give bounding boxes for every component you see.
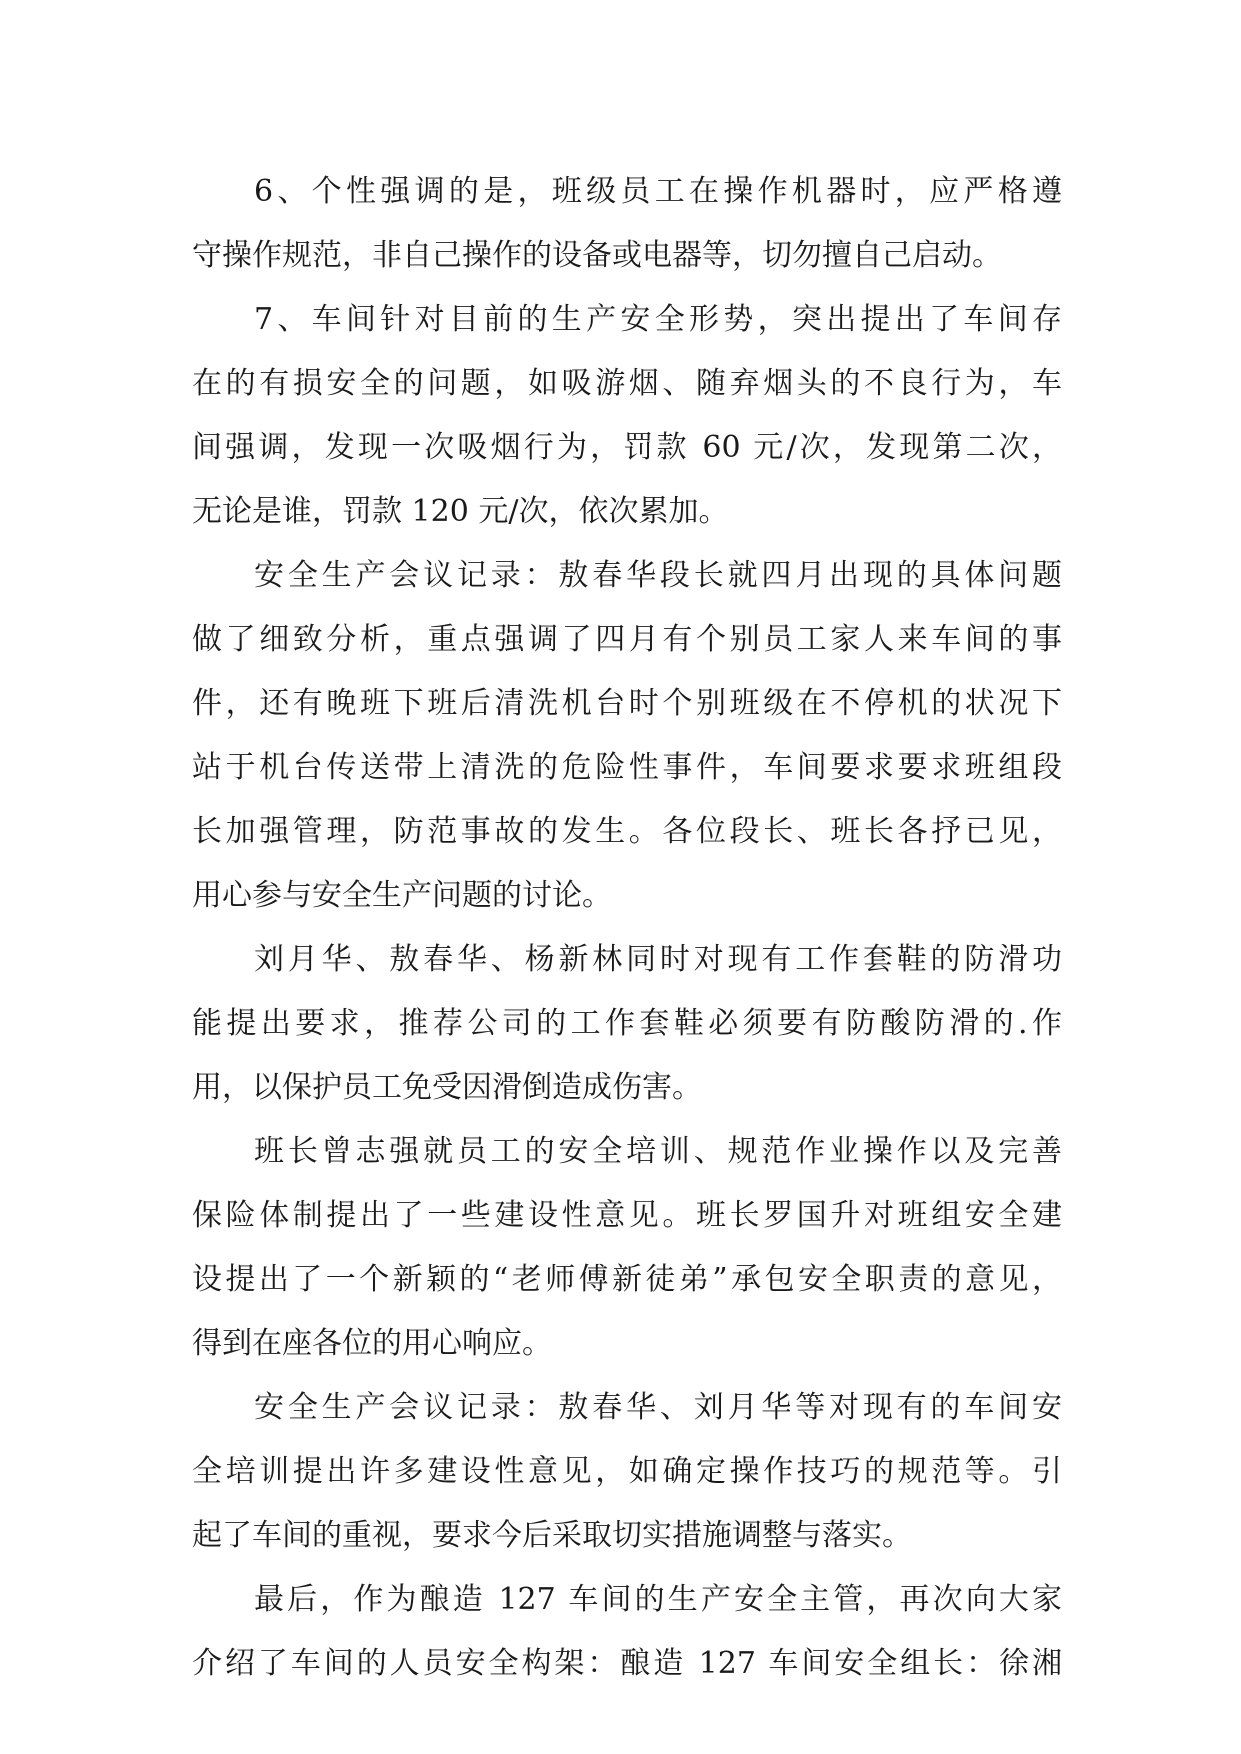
document-body bbox=[192, 160, 1062, 1696]
text-line: 介绍了车间的人员安全构架：酿造 127 车间安全组长：徐湘 bbox=[192, 1646, 1062, 1681]
text-line: 安全生产会议记录：敖春华、刘月华等对现有的车间安 bbox=[254, 1390, 1062, 1425]
text-line: 用，以保护员工免受因滑倒造成伤害。 bbox=[192, 1070, 702, 1105]
text-line: 安全生产会议记录：敖春华段长就四月出现的具体问题 bbox=[254, 558, 1062, 593]
text-line: 守操作规范，非自己操作的设备或电器等，切勿擅自己启动。 bbox=[192, 238, 1002, 273]
text-line: 设提出了一个新颖的“老师傅新徒弟”承包安全职责的意见， bbox=[192, 1262, 1062, 1297]
text-line: 起了车间的重视，要求今后采取切实措施调整与落实。 bbox=[192, 1518, 912, 1553]
text-line: 间强调，发现一次吸烟行为，罚款 60 元/次，发现第二次， bbox=[192, 430, 1062, 465]
text-line: 刘月华、敖春华、杨新林同时对现有工作套鞋的防滑功 bbox=[254, 942, 1062, 977]
text-line: 保险体制提出了一些建设性意见。班长罗国升对班组安全建 bbox=[192, 1198, 1062, 1233]
text-line: 用心参与安全生产问题的讨论。 bbox=[192, 878, 612, 913]
text-line: 全培训提出许多建设性意见，如确定操作技巧的规范等。引 bbox=[192, 1454, 1062, 1489]
text-line: 做了细致分析，重点强调了四月有个别员工家人来车间的事 bbox=[192, 622, 1062, 657]
text-line: 得到在座各位的用心响应。 bbox=[192, 1326, 552, 1361]
text-line: 站于机台传送带上清洗的危险性事件，车间要求要求班组段 bbox=[192, 750, 1062, 785]
text-line: 在的有损安全的问题，如吸游烟、随弃烟头的不良行为，车 bbox=[192, 366, 1062, 401]
text-line: 长加强管理，防范事故的发生。各位段长、班长各抒已见， bbox=[192, 814, 1062, 849]
text-line: 最后，作为酿造 127 车间的生产安全主管，再次向大家 bbox=[254, 1582, 1062, 1617]
text-line: 能提出要求，推荐公司的工作套鞋必须要有防酸防滑的.作 bbox=[192, 1006, 1062, 1041]
text-line: 7、车间针对目前的生产安全形势，突出提出了车间存 bbox=[254, 302, 1062, 337]
text-line: 6、个性强调的是，班级员工在操作机器时，应严格遵 bbox=[254, 174, 1062, 209]
text-line: 班长曾志强就员工的安全培训、规范作业操作以及完善 bbox=[254, 1134, 1062, 1169]
text-line: 件，还有晚班下班后清洗机台时个别班级在不停机的状况下 bbox=[192, 686, 1062, 721]
text-line: 无论是谁，罚款 120 元/次，依次累加。 bbox=[192, 494, 729, 529]
